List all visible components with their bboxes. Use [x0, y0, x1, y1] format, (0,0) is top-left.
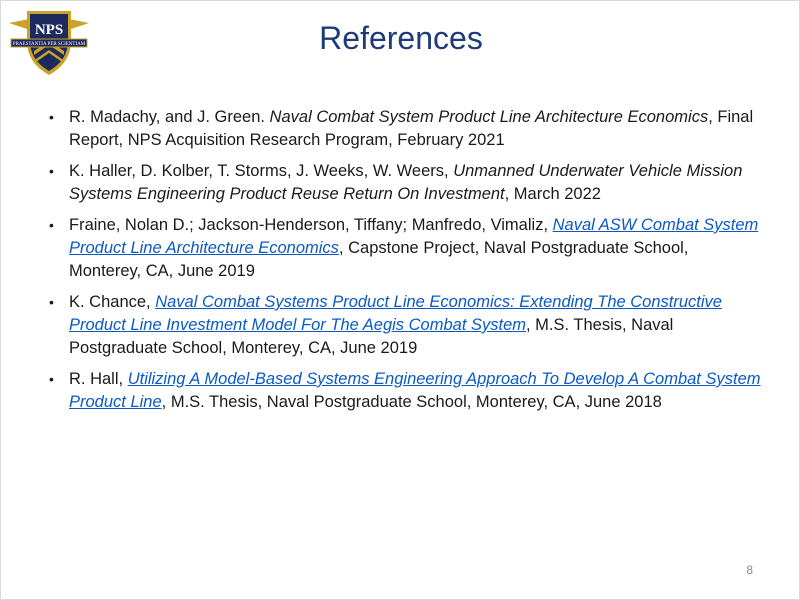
bullet-icon: •: [49, 109, 54, 125]
bullet-icon: •: [49, 163, 54, 179]
reference-title-link[interactable]: Utilizing A Model-Based Systems Engineering Approach To Develop A Combat System Product Line: [69, 370, 761, 411]
reference-authors: Fraine, Nolan D.; Jackson-Henderson, Tiffany; Manfredo, Vimaliz,: [69, 216, 553, 234]
reference-item: [46, 368, 761, 414]
reference-authors: K. Haller, D. Kolber, T. Storms, J. Weeks, W. Weers,: [69, 162, 454, 180]
reference-authors: K. Chance,: [69, 293, 156, 311]
logo-motto: PRAESTANTIA PER SCIENTIAM: [12, 42, 86, 47]
logo-text: NPS: [34, 22, 64, 38]
reference-item: [46, 106, 761, 152]
reference-details: , M.S. Thesis, Naval Postgraduate School, Monterey, CA, June 2019: [69, 316, 674, 357]
reference-authors: R. Madachy, and J. Green.: [69, 108, 270, 126]
reference-title-link[interactable]: Naval Combat Systems Product Line Economics: Extending The Constructive Product Line Investment Model For The Aegis Combat System: [69, 293, 722, 334]
reference-authors: R. Hall,: [69, 370, 128, 388]
references-list: [46, 106, 761, 422]
bullet-icon: •: [49, 371, 54, 387]
reference-title-link[interactable]: Naval ASW Combat System Product Line Architecture Economics: [69, 216, 759, 257]
slide-title: References: [319, 20, 483, 56]
reference-title: Naval Combat System Product Line Architecture Economics: [269, 108, 709, 126]
reference-item: [46, 160, 761, 206]
reference-details: , Capstone Project, Naval Postgraduate School, Monterey, CA, June 2019: [69, 239, 689, 280]
reference-item: [46, 291, 761, 360]
reference-details: , M.S. Thesis, Naval Postgraduate School, Monterey, CA, June 2018: [161, 393, 662, 411]
reference-details: , March 2022: [504, 185, 601, 203]
reference-details: , Final Report, NPS Acquisition Research Program, February 2021: [69, 108, 754, 149]
reference-item: [46, 214, 761, 283]
bullet-icon: •: [49, 217, 54, 233]
bullet-icon: •: [49, 294, 54, 310]
page-number: 8: [746, 563, 753, 577]
reference-title: Unmanned Underwater Vehicle Mission Systems Engineering Product Reuse Return On Investment: [69, 162, 743, 203]
